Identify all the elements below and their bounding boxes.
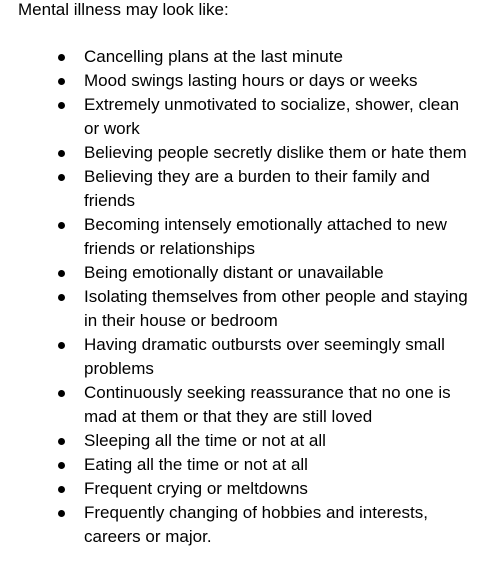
list-item <box>0 213 500 261</box>
list-item-text: Isolating themselves from other people and staying in their house or bedroom <box>84 287 468 330</box>
bullet-icon <box>58 78 65 85</box>
list-item <box>0 477 500 501</box>
list-item-text: Believing they are a burden to their family and friends <box>84 167 430 210</box>
list-item <box>0 69 500 93</box>
bullet-icon <box>58 390 65 397</box>
bullet-icon <box>58 54 65 61</box>
list-item-text: Having dramatic outbursts over seemingly small problems <box>84 335 445 378</box>
list-item-text: Extremely unmotivated to socialize, shower, clean or work <box>84 95 460 138</box>
list-item <box>0 141 500 165</box>
bullet-icon <box>58 150 65 157</box>
bullet-icon <box>58 294 65 301</box>
bullet-icon <box>58 342 65 349</box>
list-item-text: Mood swings lasting hours or days or weeks <box>84 71 418 90</box>
bullet-icon <box>58 102 65 109</box>
list-item-text: Sleeping all the time or not at all <box>84 431 326 450</box>
bullet-icon <box>58 510 65 517</box>
list-item <box>0 93 500 141</box>
list-item-text: Believing people secretly dislike them or hate them <box>84 143 467 162</box>
list-item-text: Frequently changing of hobbies and interests, careers or major. <box>84 503 429 546</box>
list-item <box>0 333 500 381</box>
list-item-text: Being emotionally distant or unavailable <box>84 263 384 282</box>
list-heading: Mental illness may look like: <box>18 0 229 19</box>
list-item <box>0 261 500 285</box>
list-item-text: Eating all the time or not at all <box>84 455 308 474</box>
list-item <box>0 453 500 477</box>
list-item <box>0 45 500 69</box>
bullet-list <box>0 45 500 549</box>
list-item-text: Continuously seeking reassurance that no one is mad at them or that they are still loved <box>84 383 451 426</box>
list-item <box>0 429 500 453</box>
list-item-text: Cancelling plans at the last minute <box>84 47 343 66</box>
bullet-icon <box>58 486 65 493</box>
bullet-icon <box>58 438 65 445</box>
list-item-text: Becoming intensely emotionally attached to new friends or relationships <box>84 215 447 258</box>
bullet-icon <box>58 222 65 229</box>
bullet-icon <box>58 174 65 181</box>
list-item-text: Frequent crying or meltdowns <box>84 479 308 498</box>
list-item <box>0 381 500 429</box>
bullet-icon <box>58 462 65 469</box>
list-item <box>0 285 500 333</box>
list-item <box>0 165 500 213</box>
list-item <box>0 501 500 549</box>
bullet-icon <box>58 270 65 277</box>
